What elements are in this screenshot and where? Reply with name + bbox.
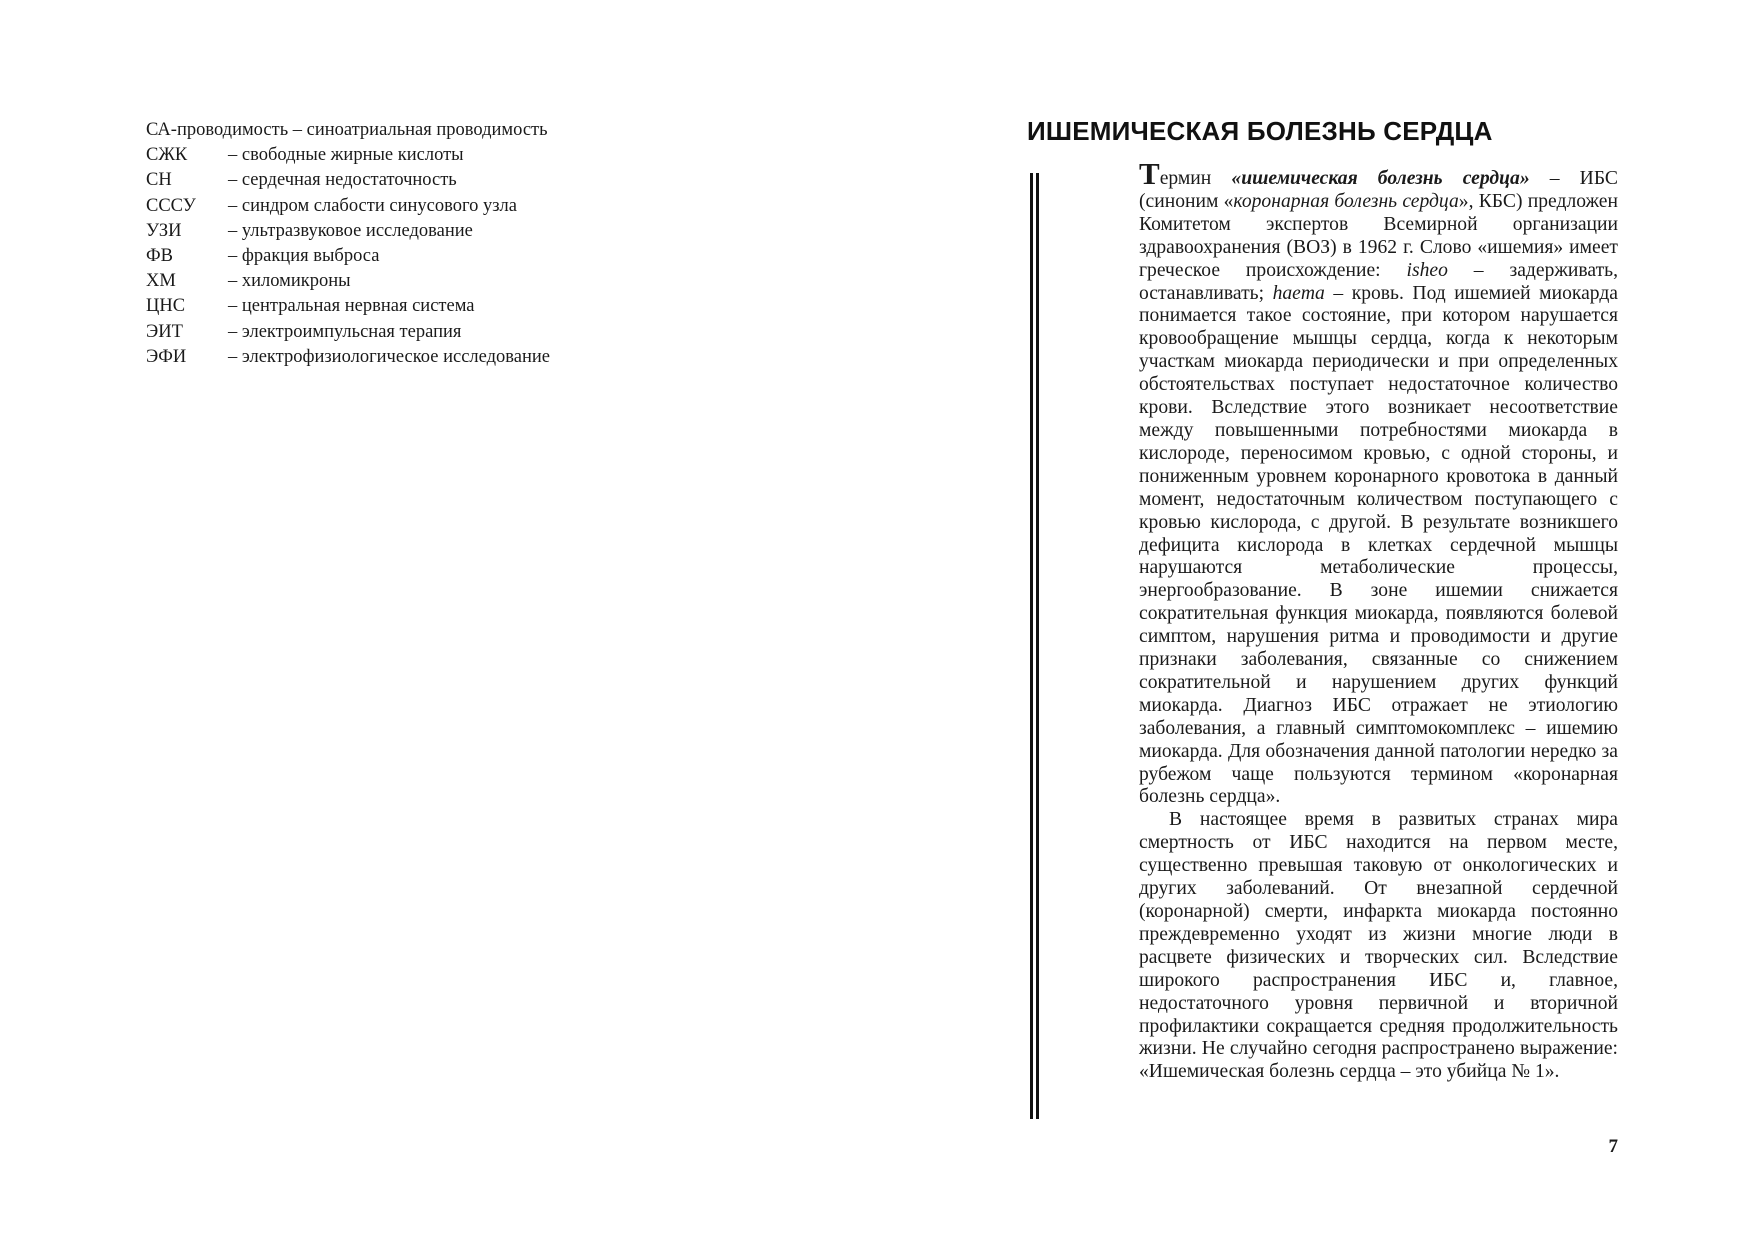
abbreviation-row — [146, 194, 786, 219]
paragraph-2: В настоящее время в развитых странах мира смертность от ИБС находится на первом месте, существенно превышая таковую от онкологических и других заболеваний. От внезапной сердечной (коронарной) смерти, инфаркта миокарда постоянно преждевременно уходят из жизни многие люди в расцвете физических и творческих сил. Вследствие широкого распространения ИБС и, главное, недостаточного уровня первичной и вторичной профилактики сокращается средняя продолжительность жизни. Не случайно сегодня распространено выражение: «Ишемическая болезнь сердца – это убийца № 1». — [1139, 809, 1618, 1083]
abbreviation-code: ЭФИ — [146, 346, 187, 367]
abbreviation-row — [146, 143, 786, 168]
paragraph-1: Термин «ишемическая болезнь сердца» – ИБС (синоним «коронарная болезнь сердца», КБС) предложен Комитетом экспертов Всемирной организации здравоохранения (ВОЗ) в 1962 г. Слово «ишемия» имеет греческое происхождение: isheo – задерживать, останавливать; haema – кровь. Под ишемией миокарда понимается такое состояние, при котором нарушается кровообращение мышцы сердца, когда к некоторым участкам миокарда периодически и при определенных обстоятельствах поступает недостаточное количество крови. Вследствие этого возникает несоответствие между повышенными потребностями миокарда в кислороде, переносимом кровью, с одной стороны, и пониженным уровнем коронарного кровотока в данный момент, недостаточным количеством поступающего с кровью кислорода, с другой. В результате возникшего дефицита кислорода в клетках сердечной мышцы нарушаются метаболические процессы, энергообразование. В зоне ишемии снижается сократительная функция миокарда, появляются болевой симптом, нарушения ритма и проводимости и другие признаки заболевания, связанные со снижением сократительной и нарушением других функций миокарда. Диагноз ИБС отражает не этиологию заболевания, а главный симптомокомплекс – ишемию миокарда. Для обозначения данной патологии нередко за рубежом чаще пользуются термином «коронарная болезнь сердца». — [1139, 156, 1619, 808]
abbreviation-row — [146, 269, 786, 294]
abbreviation-code: ФВ — [146, 246, 173, 267]
abbreviations-list — [146, 118, 786, 370]
abbreviation-code: ХМ — [146, 271, 176, 292]
abbreviation-definition: – электроимпульсная терапия — [228, 321, 462, 342]
latin-word-isheo: isheo — [1406, 259, 1448, 281]
abbreviation-definition: – свободные жирные кислоты — [228, 145, 464, 166]
synonym-italic: коронарная болезнь сердца — [1233, 190, 1459, 212]
double-vertical-rule — [1030, 173, 1038, 1119]
abbreviation-row — [146, 320, 786, 345]
abbreviation-code: ЭИТ — [146, 321, 183, 342]
abbreviation-definition: – ультразвуковое исследование — [228, 220, 473, 241]
abbreviation-code: СССУ — [146, 195, 196, 216]
abbreviation-definition: – сердечная недостаточность — [228, 170, 457, 191]
drop-cap: Т — [1139, 156, 1160, 191]
abbreviation-first-line: СА-проводимость – синоатриальная проводимость — [146, 120, 548, 140]
abbreviation-code: СЖК — [146, 145, 188, 166]
abbreviation-code: СН — [146, 170, 172, 191]
abbreviation-code: УЗИ — [146, 220, 182, 241]
abbreviation-row — [146, 168, 786, 193]
latin-word-haema: haema — [1272, 282, 1325, 304]
abbreviation-definition: – синдром слабости синусового узла — [228, 195, 517, 216]
abbreviation-row — [146, 219, 786, 244]
abbreviation-row — [146, 294, 786, 319]
abbreviation-code: ЦНС — [146, 296, 186, 317]
abbreviation-definition: – фракция выброса — [228, 246, 380, 267]
article-body — [1139, 156, 1619, 1084]
section-title: ИШЕМИЧЕСКАЯ БОЛЕЗНЬ СЕРДЦА — [1027, 116, 1493, 146]
abbreviation-row — [146, 244, 786, 269]
page-number: 7 — [1608, 1136, 1618, 1157]
abbreviation-definition: – центральная нервная система — [228, 296, 475, 317]
abbreviation-rows — [146, 143, 786, 370]
abbreviation-row — [146, 345, 786, 370]
abbreviation-definition: – хиломикроны — [228, 271, 351, 292]
term-highlight: «ишемическая болезнь сердца» — [1231, 168, 1530, 189]
abbreviation-definition: – электрофизиологическое исследование — [228, 346, 550, 367]
